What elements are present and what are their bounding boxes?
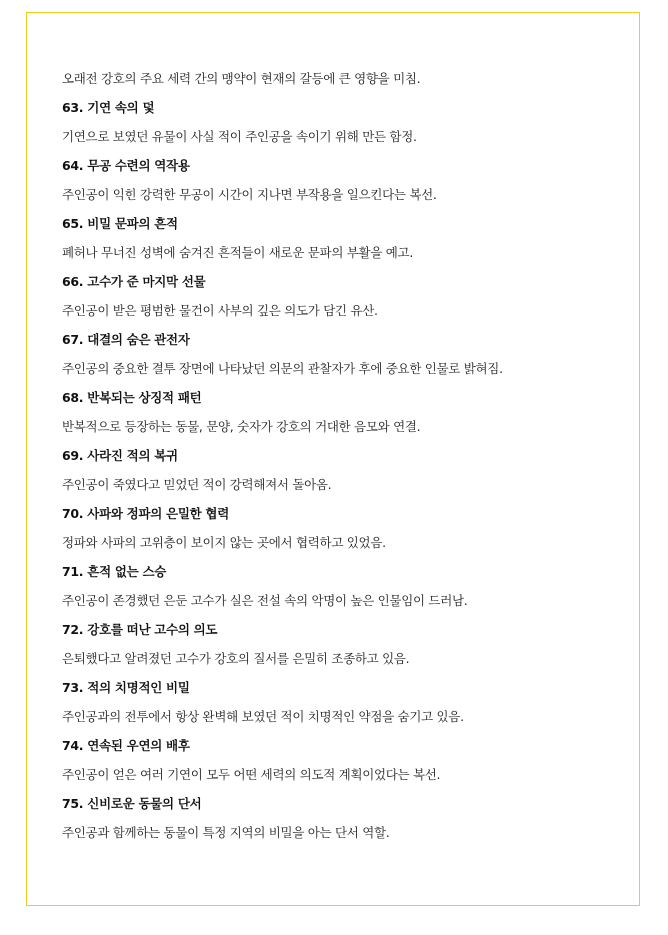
item-title-68: 68. 반복되는 상징적 패턴 [62,390,202,405]
item-title-69: 69. 사라진 적의 복귀 [62,448,178,463]
item-title-75: 75. 신비로운 동물의 단서 [62,796,202,811]
item-desc-71: 주인공이 존경했던 은둔 고수가 실은 전설 속의 악명이 높은 인물임이 드러남. [62,593,468,608]
item-desc-70: 정파와 사파의 고위층이 보이지 않는 곳에서 협력하고 있었음. [62,535,386,550]
item-desc-74: 주인공이 얻은 여러 기연이 모두 어떤 세력의 의도적 계획이었다는 복선. [62,767,441,782]
item-title-66: 66. 고수가 준 마지막 선물 [62,274,206,289]
intro-text: 오래전 강호의 주요 세력 간의 맹약이 현재의 갈등에 큰 영향을 미침. [62,71,421,86]
item-desc-66: 주인공이 받은 평범한 물건이 사부의 깊은 의도가 담긴 유산. [62,303,378,318]
item-title-64: 64. 무공 수련의 역작용 [62,158,190,173]
item-desc-73: 주인공과의 전투에서 항상 완벽해 보였던 적이 치명적인 약점을 숨기고 있음. [62,709,464,724]
item-desc-67: 주인공의 중요한 결투 장면에 나타났던 의문의 관찰자가 후에 중요한 인물로 밝혀짐. [62,361,503,376]
item-title-63: 63. 기연 속의 덫 [62,100,155,115]
item-title-71: 71. 흔적 없는 스승 [62,564,167,579]
item-title-65: 65. 비밀 문파의 흔적 [62,216,178,231]
item-desc-75: 주인공과 함께하는 동물이 특정 지역의 비밀을 아는 단서 역할. [62,825,390,840]
item-desc-64: 주인공이 익힌 강력한 무공이 시간이 지나면 부작용을 일으킨다는 복선. [62,187,437,202]
item-title-67: 67. 대결의 숨은 관전자 [62,332,190,347]
item-title-72: 72. 강호를 떠난 고수의 의도 [62,622,218,637]
item-title-74: 74. 연속된 우연의 배후 [62,738,190,753]
item-title-73: 73. 적의 치명적인 비밀 [62,680,190,695]
item-desc-68: 반복적으로 등장하는 동물, 문양, 숫자가 강호의 거대한 음모와 연결. [62,419,421,434]
item-desc-65: 폐허나 무너진 성벽에 숨겨진 흔적들이 새로운 문파의 부활을 예고. [62,245,413,260]
document-body [62,64,622,847]
item-desc-63: 기연으로 보였던 유물이 사실 적이 주인공을 속이기 위해 만든 함정. [62,129,417,144]
item-desc-69: 주인공이 죽였다고 믿었던 적이 강력해져서 돌아옴. [62,477,332,492]
item-title-70: 70. 사파와 정파의 은밀한 협력 [62,506,229,521]
item-desc-72: 은퇴했다고 알려졌던 고수가 강호의 질서를 은밀히 조종하고 있음. [62,651,410,666]
